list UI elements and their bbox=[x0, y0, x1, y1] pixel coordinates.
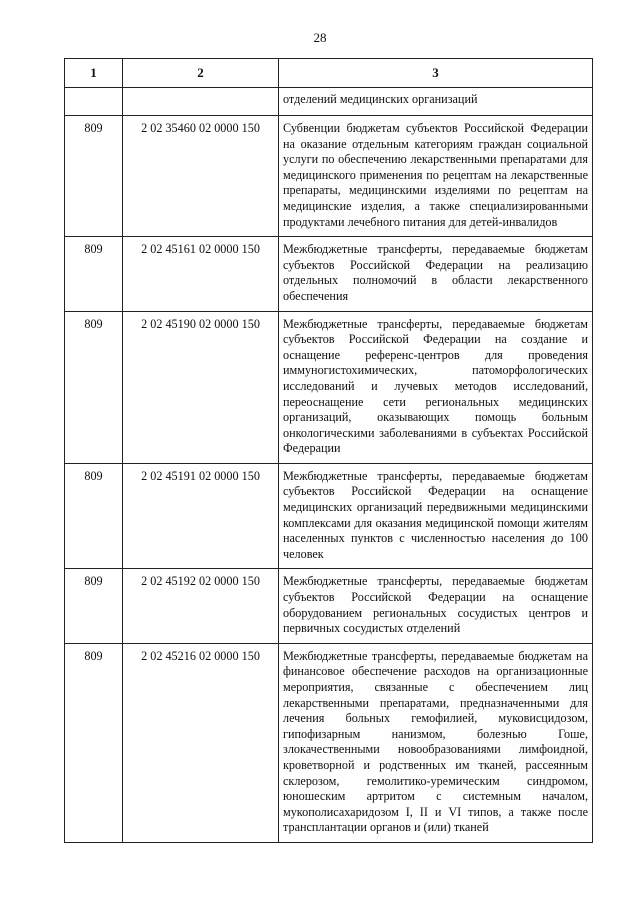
budget-code: 2 02 45190 02 0000 150 bbox=[123, 311, 279, 463]
table-row bbox=[65, 116, 593, 237]
admin-code: 809 bbox=[65, 569, 123, 643]
table-header-row bbox=[65, 59, 593, 88]
admin-code: 809 bbox=[65, 311, 123, 463]
column-header-1: 1 bbox=[65, 59, 123, 88]
continuation-text: отделений медицинских организаций bbox=[279, 88, 593, 116]
admin-code: 809 bbox=[65, 116, 123, 237]
column-header-3: 3 bbox=[279, 59, 593, 88]
table-row bbox=[65, 463, 593, 569]
table-cell bbox=[123, 88, 279, 116]
table-row bbox=[65, 643, 593, 842]
admin-code: 809 bbox=[65, 463, 123, 569]
table-row bbox=[65, 237, 593, 311]
budget-code: 2 02 45192 02 0000 150 bbox=[123, 569, 279, 643]
row-description: Межбюджетные трансферты, передаваемые бюджетам на финансовое обеспечение расходов на организационные мероприятия, связанные с обеспечением лиц лекарственными препаратами, предназначенными для лечения больных гемофилией, муковисцидозом, гипофизарным нанизмом, болезнью Гоше, злокачественными новообразованиями лимфоидной, кроветворной и родственных им тканей, рассеянным склерозом, гемолитико-уремическим синдромом, юношеским артритом с системным началом, мукополисахаридозом I, II и VI типов, а также после трансплантации органов и (или) тканей bbox=[279, 643, 593, 842]
row-description: Межбюджетные трансферты, передаваемые бюджетам субъектов Российской Федерации на оснащение медицинских организаций передвижными медицинскими комплексами для оказания медицинской помощи жителям населенных пунктов с численностью населения до 100 человек bbox=[279, 463, 593, 569]
admin-code: 809 bbox=[65, 237, 123, 311]
table-row bbox=[65, 311, 593, 463]
budget-code: 2 02 45191 02 0000 150 bbox=[123, 463, 279, 569]
budget-classification-table bbox=[64, 58, 593, 843]
table-row bbox=[65, 569, 593, 643]
budget-code: 2 02 35460 02 0000 150 bbox=[123, 116, 279, 237]
admin-code: 809 bbox=[65, 643, 123, 842]
row-description: Субвенции бюджетам субъектов Российской Федерации на оказание отдельным категориям граждан социальной услуги по обеспечению лекарственными препаратами для медицинского применения по рецептам на лекарственные препараты, медицинскими изделиями по рецептам на медицинские изделия, а также специализированными продуктами лечебного питания для детей-инвалидов bbox=[279, 116, 593, 237]
table-cell bbox=[65, 88, 123, 116]
continuation-row bbox=[65, 88, 593, 116]
page-number: 28 bbox=[313, 30, 327, 45]
column-header-2: 2 bbox=[123, 59, 279, 88]
budget-code: 2 02 45161 02 0000 150 bbox=[123, 237, 279, 311]
budget-code: 2 02 45216 02 0000 150 bbox=[123, 643, 279, 842]
row-description: Межбюджетные трансферты, передаваемые бюджетам субъектов Российской Федерации на оснащение оборудованием региональных сосудистых центров и первичных сосудистых отделений bbox=[279, 569, 593, 643]
row-description: Межбюджетные трансферты, передаваемые бюджетам субъектов Российской Федерации на создание и оснащение референс-центров для проведения иммуногистохимических, патоморфологических исследований и лучевых методов исследований, переоснащение сети региональных медицинских организаций, оказывающих помощь больным онкологическими заболеваниями в субъектах Российской Федерации bbox=[279, 311, 593, 463]
row-description: Межбюджетные трансферты, передаваемые бюджетам субъектов Российской Федерации на реализацию отдельных полномочий в области лекарственного обеспечения bbox=[279, 237, 593, 311]
